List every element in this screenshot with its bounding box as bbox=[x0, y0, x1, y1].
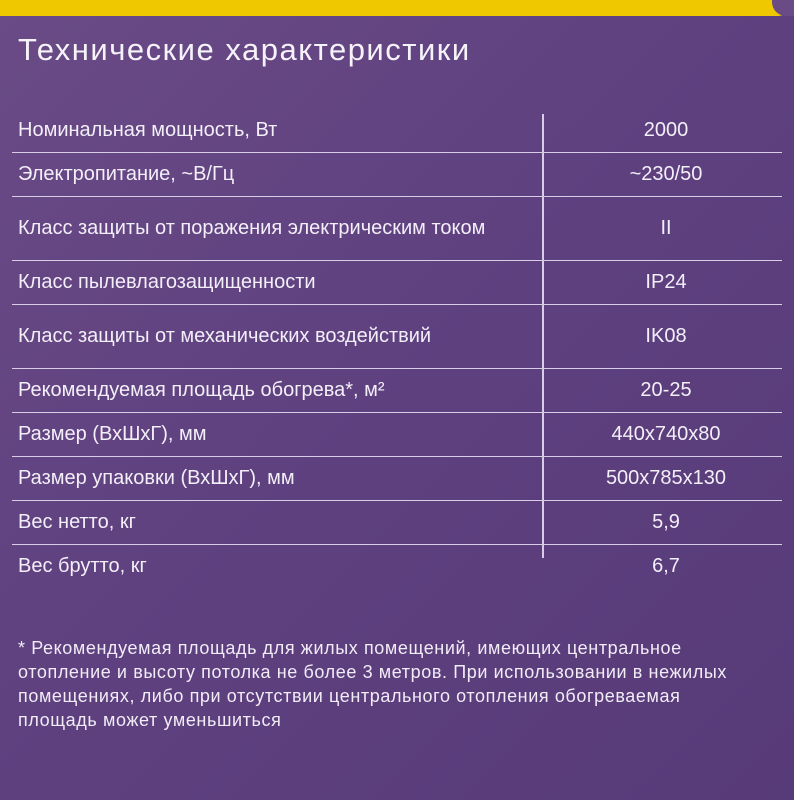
spec-value: 6,7 bbox=[652, 555, 680, 578]
spec-label: Класс защиты от механических воздействий bbox=[12, 304, 546, 368]
spec-value: ~230/50 bbox=[546, 152, 782, 196]
spec-row-shock-class bbox=[12, 196, 782, 260]
spec-value: IK08 bbox=[546, 304, 782, 368]
spec-label: Электропитание, ~В/Гц bbox=[12, 152, 546, 196]
spec-label: Рекомендуемая площадь обогрева*, м² bbox=[12, 368, 546, 412]
spec-label: Класс защиты от поражения электрическим током bbox=[12, 196, 546, 260]
spec-row-heating-area bbox=[12, 368, 782, 412]
spec-row-size bbox=[12, 412, 782, 456]
spec-label: Номинальная мощность, Вт bbox=[12, 108, 546, 152]
spec-value: 5,9 bbox=[546, 500, 782, 544]
spec-row-package-size bbox=[12, 456, 782, 500]
top-accent-band bbox=[0, 0, 794, 16]
spec-row-net-weight bbox=[12, 500, 782, 544]
spec-value: 20-25 bbox=[546, 368, 782, 412]
spec-row-ip-class bbox=[12, 260, 782, 304]
page-title: Технические характеристики bbox=[18, 32, 471, 67]
spec-value: 440x740x80 bbox=[546, 412, 782, 456]
spec-row-gross-weight bbox=[12, 544, 782, 588]
spec-label: Размер упаковки (ВхШхГ), мм bbox=[12, 456, 546, 500]
spec-label: Вес нетто, кг bbox=[12, 500, 546, 544]
spec-value: IP24 bbox=[546, 260, 782, 304]
spec-row-supply bbox=[12, 152, 782, 196]
spec-label: Класс пылевлагозащищенности bbox=[12, 260, 546, 304]
spec-value: 500x785x130 bbox=[546, 456, 782, 500]
spec-row-ik-class bbox=[12, 304, 782, 368]
specs-table bbox=[12, 108, 782, 588]
spec-label: Размер (ВхШхГ), мм bbox=[12, 412, 546, 456]
spec-value: II bbox=[546, 196, 782, 260]
spec-label: Вес брутто, кг bbox=[18, 555, 147, 578]
footnote: * Рекомендуемая площадь для жилых помещений, имеющих центральное отопление и высоту потолка не более 3 метров. При использовании в нежилых помещениях, либо при отсутствии центрального отопления обогреваемая площадь может уменьшиться bbox=[18, 638, 728, 730]
spec-value: 2000 bbox=[546, 108, 782, 152]
spec-row-power bbox=[12, 108, 782, 152]
